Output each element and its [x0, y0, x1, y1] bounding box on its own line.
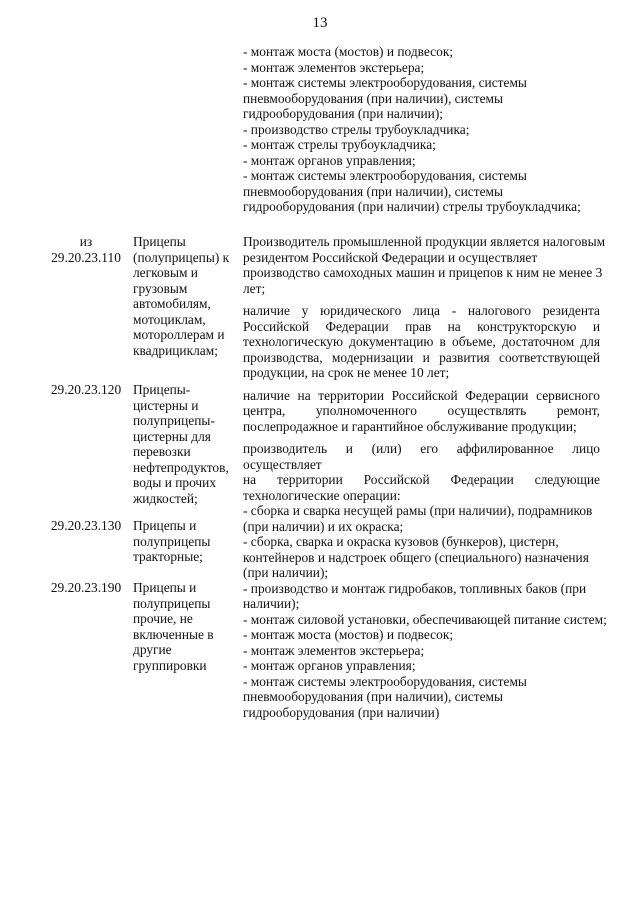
- list-item: гидрооборудования (при наличии) стрелы трубоукладчика;: [243, 199, 581, 214]
- text-line: лет;: [243, 280, 266, 296]
- list-item: (при наличии);: [243, 565, 329, 580]
- name-line: нефтепродуктов,: [133, 459, 229, 475]
- text-line: послепродажное и гарантийное обслуживание продукции;: [243, 418, 577, 434]
- list-item: - сборка и сварка несущей рамы (при наличии), подрамников: [243, 503, 593, 518]
- list-item: - монтаж стрелы трубоукладчика;: [243, 137, 436, 152]
- text-line: производитель и (или) его аффилированное лицо осуществляет: [243, 441, 600, 472]
- code-value: 29.20.23.110: [51, 249, 121, 265]
- code-cell: [46, 234, 126, 265]
- product-name: [133, 580, 233, 673]
- text-line: технологическую документацию в объеме, достаточном для: [243, 334, 600, 349]
- text-line: производство самоходных машин и прицепов к ним не менее 3: [243, 265, 603, 280]
- name-line: мотоциклам,: [133, 311, 206, 327]
- list-item: контейнеров и надстроек общего (специального) назначения: [243, 549, 589, 565]
- product-name: [133, 234, 233, 358]
- name-line: включенные в: [133, 626, 214, 642]
- list-item: - производство стрелы трубоукладчика;: [243, 121, 470, 137]
- name-line: полуприцепы: [133, 533, 211, 549]
- requirement-paragraph: [243, 234, 606, 296]
- list-item: - монтаж силовой установки, обеспечивающей питание систем;: [243, 611, 607, 627]
- list-item: (при наличии) и их окраска;: [243, 518, 404, 534]
- text-line: технологические операции:: [243, 487, 401, 503]
- continuation-list: [243, 44, 600, 215]
- name-line: группировки: [133, 657, 207, 673]
- product-name: [133, 382, 233, 506]
- name-line: полуприцепы-: [133, 413, 215, 428]
- text-line: Производитель промышленной продукции является налоговым: [243, 234, 606, 249]
- code-cell: [46, 518, 126, 534]
- name-line: перевозки: [133, 444, 191, 459]
- code-value: 29.20.23.130: [50, 518, 122, 533]
- text-line: наличие на территории Российской Федерации сервисного: [243, 387, 600, 403]
- name-line: жидкостей;: [133, 490, 198, 506]
- code-cell: [46, 580, 126, 596]
- code-cell: [46, 382, 126, 398]
- requirement-paragraph: [243, 388, 600, 435]
- requirement-paragraph: [243, 441, 607, 720]
- list-item: - сборка, сварка и окраска кузовов (бункеров), цистерн,: [243, 534, 559, 549]
- name-line: воды и прочих: [133, 475, 217, 490]
- name-line: грузовым: [133, 280, 188, 296]
- page-number: 13: [312, 15, 328, 31]
- list-item: пневмооборудования (при наличии), системы: [243, 689, 503, 704]
- name-line: цистерны и: [133, 397, 199, 413]
- list-item: - монтаж органов управления;: [243, 658, 416, 673]
- name-line: прочие, не: [133, 611, 193, 626]
- list-item: гидрооборудования (при наличии): [243, 704, 440, 720]
- name-line: квадрициклам;: [133, 342, 218, 358]
- text-line: Российской Федерации прав на конструкторскую и: [243, 318, 600, 334]
- code-value: 29.20.23.190: [50, 580, 122, 595]
- list-item: - монтаж элементов экстерьера;: [243, 59, 425, 75]
- name-line: автомобилям,: [133, 296, 211, 311]
- name-line: мотороллерам и: [133, 327, 225, 342]
- list-item: - монтаж системы электрооборудования, системы: [243, 75, 527, 90]
- name-line: полуприцепы: [133, 595, 211, 611]
- name-line: (полуприцепы) к: [133, 249, 230, 265]
- list-item: - монтаж системы электрооборудования, системы: [243, 168, 527, 183]
- requirement-paragraph: [243, 303, 600, 381]
- list-item: - монтаж элементов экстерьера;: [243, 642, 425, 658]
- text-line: на территории Российской Федерации следующие: [243, 472, 600, 487]
- name-line: цистерны для: [133, 428, 211, 444]
- list-item: - производство и монтаж гидробаков, топливных баков (при: [243, 580, 587, 596]
- product-name: [133, 518, 233, 565]
- list-item: - монтаж моста (мостов) и подвесок;: [243, 44, 454, 59]
- list-item: пневмооборудования (при наличии), системы: [243, 90, 503, 106]
- list-item: - монтаж системы электрооборудования, системы: [243, 673, 527, 689]
- list-item: - монтаж органов управления;: [243, 152, 416, 168]
- text-line: центра, уполномоченного осуществлять ремонт,: [243, 403, 600, 418]
- text-line: наличие у юридического лица - налогового резидента: [243, 303, 600, 318]
- name-line: легковым и: [133, 265, 198, 280]
- list-item: гидрооборудования (при наличии);: [243, 106, 444, 121]
- name-line: Прицепы: [133, 234, 186, 249]
- list-item: пневмооборудования (при наличии), системы: [243, 183, 503, 199]
- name-line: Прицепы и: [133, 518, 197, 533]
- code-value: 29.20.23.120: [50, 382, 122, 397]
- requirements-text: [243, 234, 607, 720]
- text-line: производства, модернизации и развития соответствующей: [243, 349, 600, 365]
- name-line: Прицепы-: [133, 382, 191, 397]
- text-line: продукции, на срок не менее 10 лет;: [243, 365, 450, 380]
- name-line: Прицепы и: [133, 580, 197, 595]
- list-item: - монтаж моста (мостов) и подвесок;: [243, 627, 454, 642]
- list-item: наличии);: [243, 596, 300, 611]
- name-line: другие: [133, 642, 172, 657]
- name-line: тракторные;: [133, 549, 203, 564]
- text-line: резидентом Российской Федерации и осуществляет: [243, 249, 538, 265]
- code-prefix: из: [79, 234, 93, 249]
